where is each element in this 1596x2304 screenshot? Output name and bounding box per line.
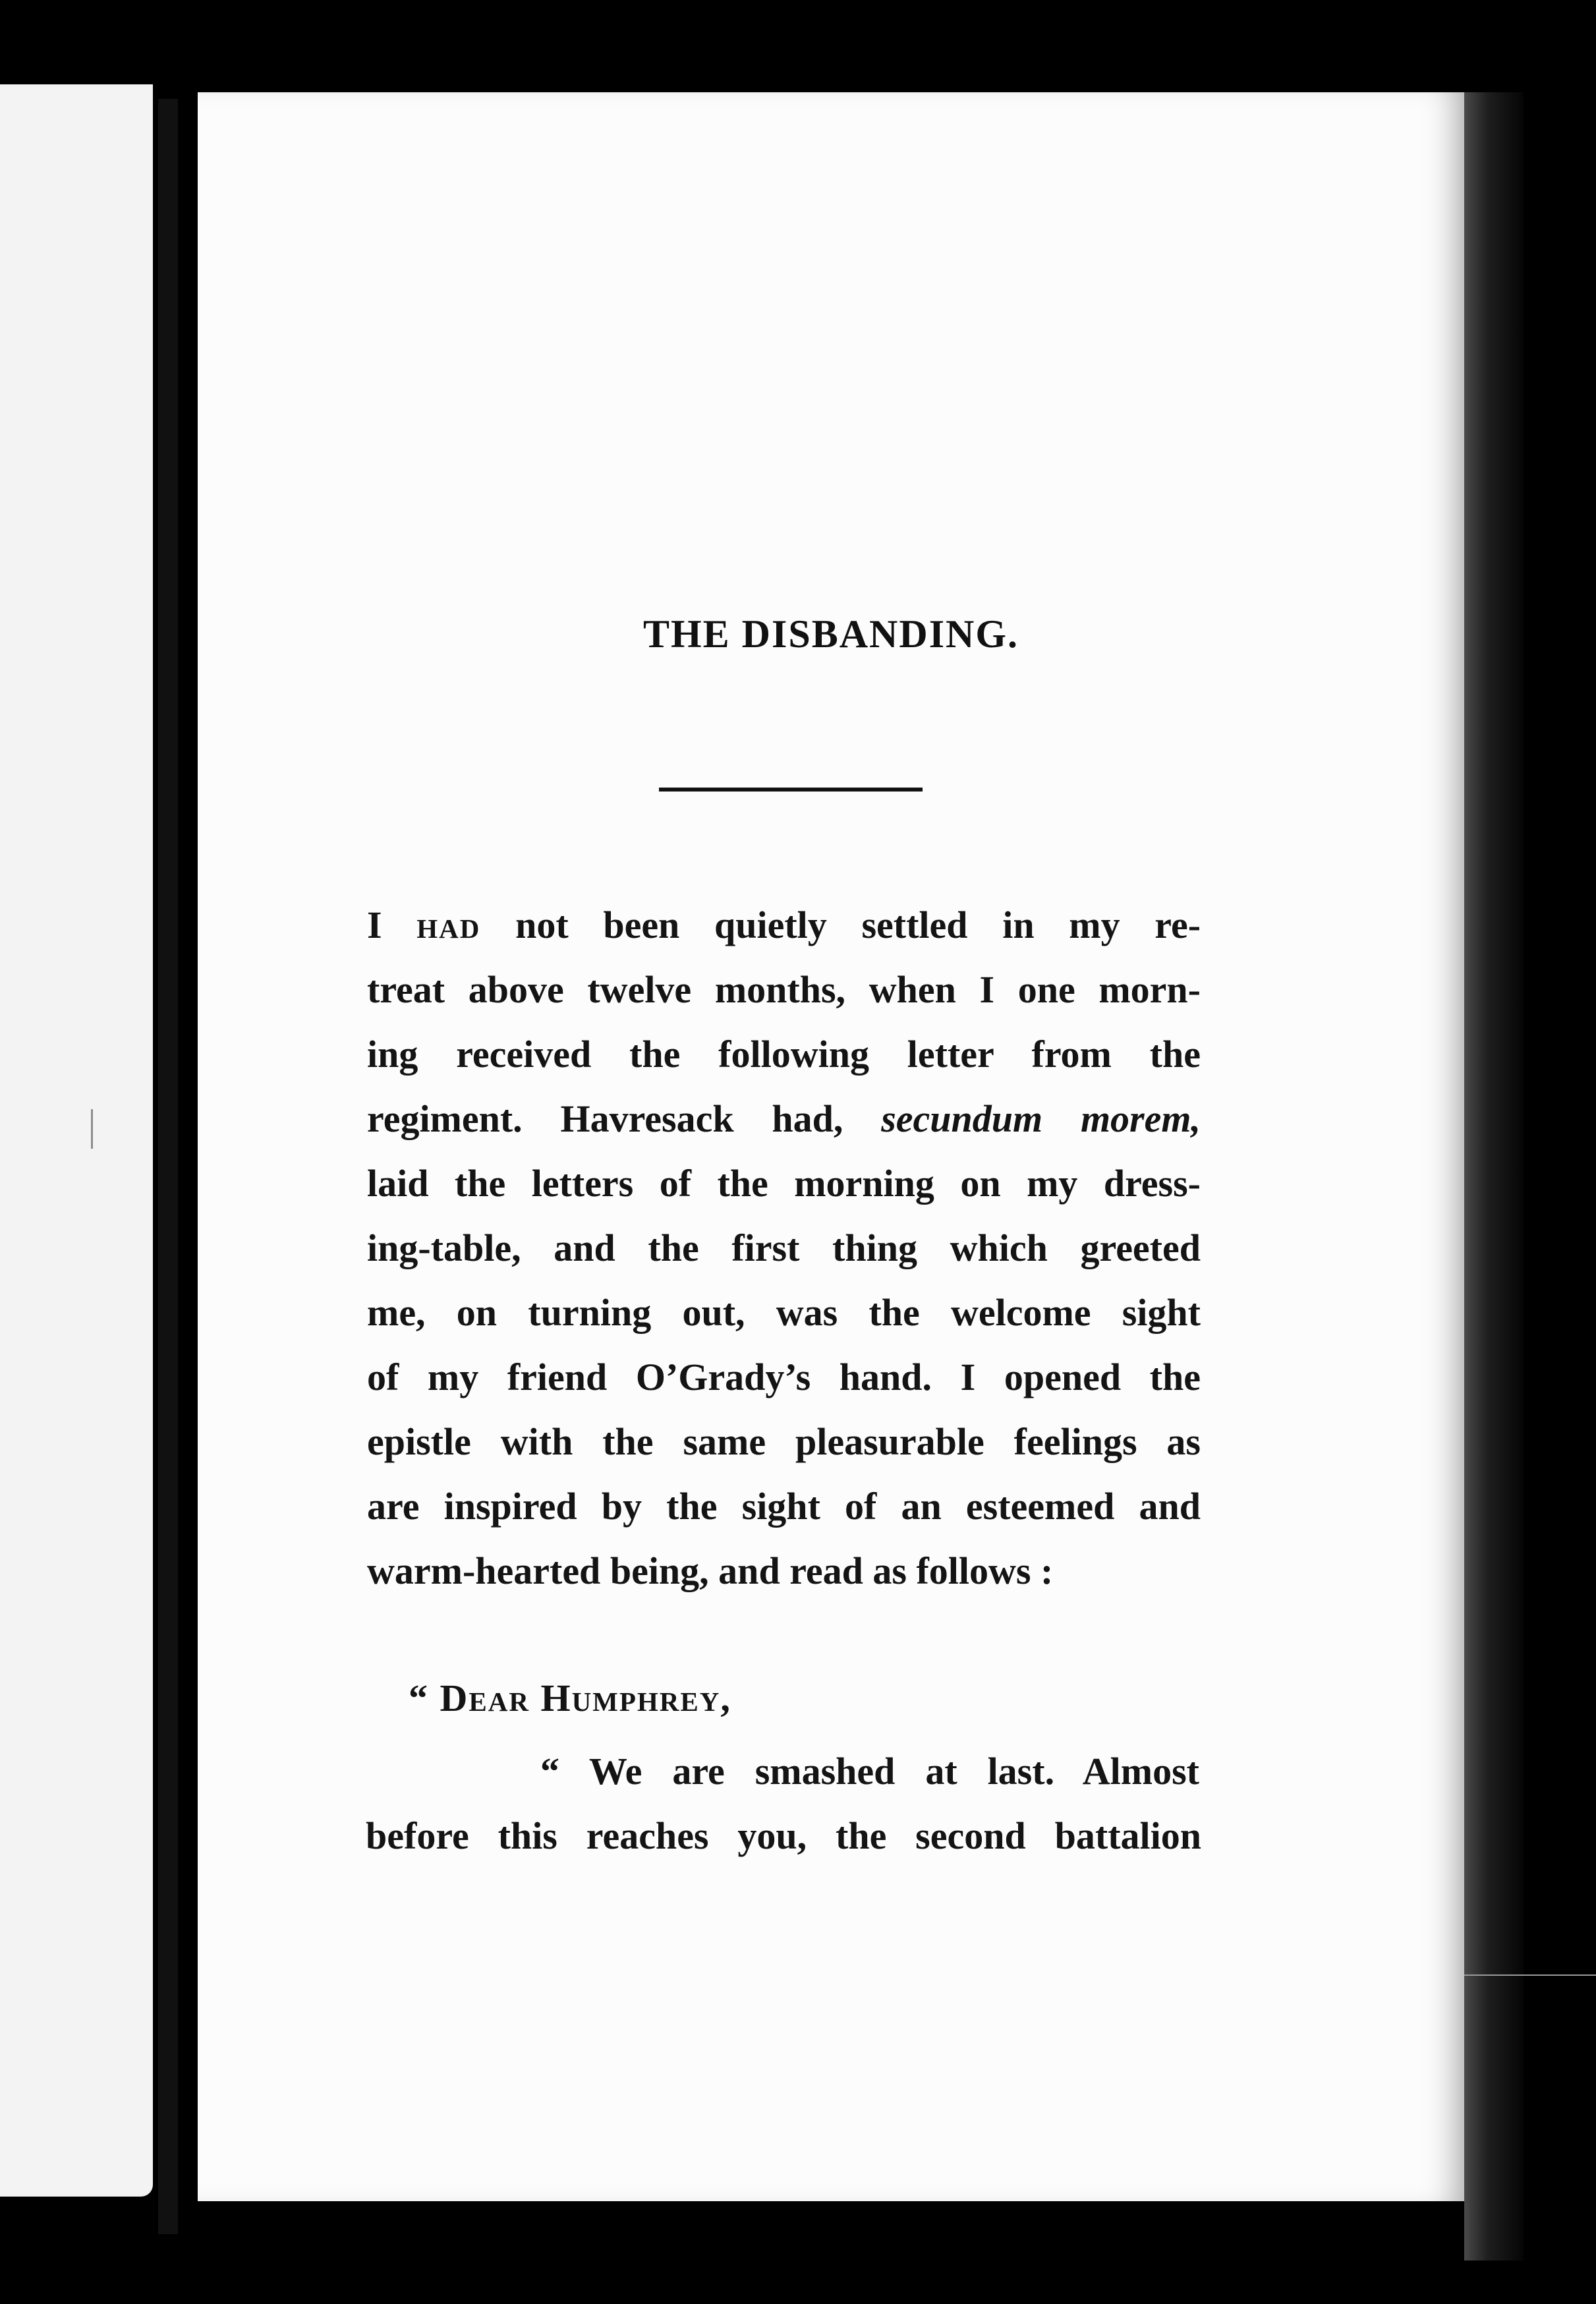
opening-small-caps: had — [416, 904, 481, 946]
opening-word: I — [367, 904, 382, 946]
opening-paragraph — [367, 893, 1201, 1603]
paragraph-line: ing-table, and the first thing which greeted — [367, 1226, 1201, 1269]
book-gutter — [158, 99, 178, 2234]
paragraph-line: are inspired by the sight of an esteemed and — [367, 1485, 1201, 1528]
scan-artifact-line — [1464, 1974, 1596, 1976]
page-edge-shadow — [1464, 92, 1524, 2261]
letter-line: “ We are smashed at last. Almost — [540, 1750, 1199, 1793]
paragraph-line-text: not been quietly settled in my re- — [515, 904, 1201, 946]
italic-phrase: secundum morem, — [881, 1097, 1201, 1140]
paragraph-line: treat above twelve months, when I one morn- — [367, 968, 1201, 1011]
title-rule — [659, 788, 923, 792]
paragraph-line-text: regiment. Havresack had, — [367, 1097, 882, 1140]
chapter-title: THE DISBANDING. — [642, 612, 1019, 656]
paragraph-line: epistle with the same pleasurable feelings as — [367, 1420, 1201, 1463]
paragraph-line: of my friend O’Grady’s hand. I opened the — [367, 1356, 1201, 1398]
paragraph-line: warm-hearted being, and read as follows : — [367, 1549, 1054, 1592]
paragraph-line: ing received the following letter from the — [367, 1033, 1201, 1076]
paragraph-line — [367, 1087, 1201, 1151]
paragraph-line: laid the letters of the morning on my dress- — [367, 1162, 1201, 1205]
facing-page-edge — [0, 84, 153, 2197]
letter-line: before this reaches you, the second battalion — [366, 1814, 1201, 1857]
paragraph-line: me, on turning out, was the welcome sight — [367, 1291, 1201, 1334]
letter-salutation: “ Dear Humphrey, — [409, 1677, 731, 1719]
page-blemish — [91, 1109, 93, 1149]
paragraph-line — [367, 893, 1201, 958]
